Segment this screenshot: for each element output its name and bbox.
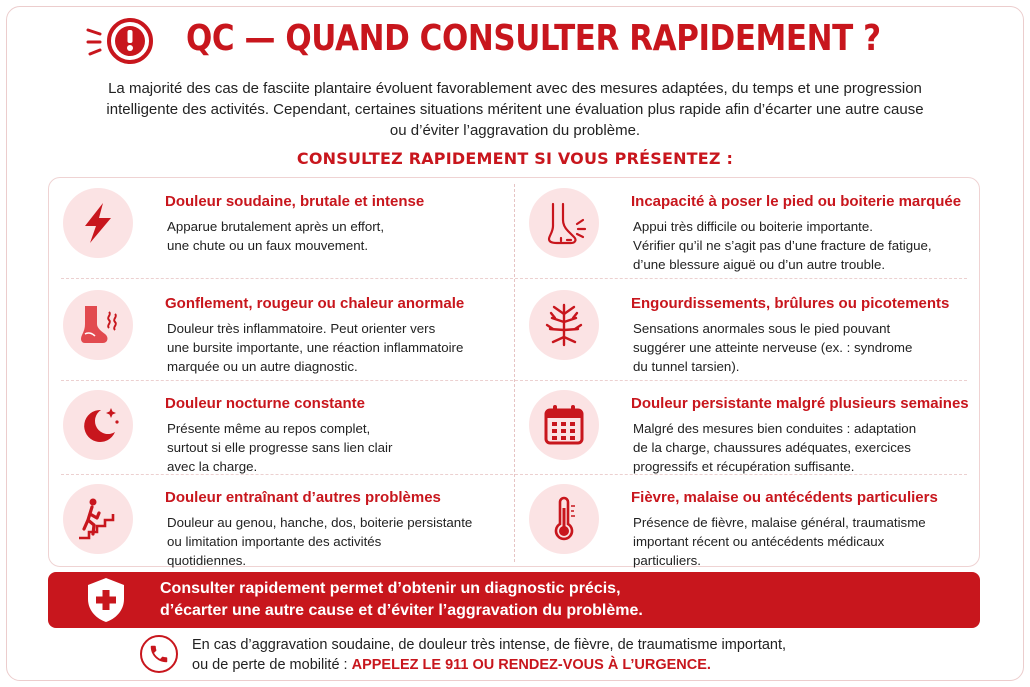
- description-line: d’une blessure aiguë ou d’un autre trouble.: [633, 257, 886, 272]
- description-line: Apparue brutalement après un effort,: [167, 219, 385, 234]
- emergency-note: [192, 635, 992, 675]
- intro-line: intelligente des activités. Cependant, certaines situations méritent une évaluation plus rapide afin d’écarter une autre cause: [106, 101, 924, 118]
- description-line: Sensations anormales sous le pied pouvant: [633, 321, 891, 336]
- criteria-heading: Douleur persistante malgré plusieurs semaines: [631, 395, 969, 412]
- description-line: une bursite importante, une réaction inflammatoire: [167, 340, 464, 355]
- row-divider: [61, 380, 967, 381]
- header: [0, 12, 1030, 68]
- page-title: QC — QUAND CONSULTER RAPIDEMENT ?: [186, 18, 881, 59]
- description-line: important récent ou antécédents médicaux: [633, 534, 885, 549]
- banner-text: [160, 578, 940, 622]
- criteria-heading: Douleur soudaine, brutale et intense: [165, 193, 425, 210]
- criteria-description: [633, 513, 973, 570]
- description-line: du tunnel tarsien).: [633, 359, 740, 374]
- emergency-instruction: APPELEZ LE 911 OU RENDEZ-VOUS À L’URGENCE.: [351, 657, 711, 673]
- section-subtitle: CONSULTEZ RAPIDEMENT SI VOUS PRÉSENTEZ :: [296, 149, 734, 168]
- info-banner: [48, 572, 980, 628]
- nerve-icon: [529, 290, 599, 360]
- intro-line: La majorité des cas de fasciite plantaire évoluent favorablement avec des mesures adaptées, du temps et une progression: [108, 80, 922, 97]
- description-line: Douleur très inflammatoire. Peut orienter vers: [167, 321, 436, 336]
- criteria-item: [49, 382, 505, 480]
- description-line: une chute ou un faux mouvement.: [167, 238, 369, 253]
- lightning-icon: [63, 188, 133, 258]
- criteria-description: [633, 217, 973, 274]
- criteria-description: [167, 419, 507, 476]
- thermometer-icon: [529, 484, 599, 554]
- criteria-heading: Fièvre, malaise ou antécédents particuliers: [631, 489, 938, 506]
- description-line: Présente même au repos complet,: [167, 421, 371, 436]
- criteria-description: [167, 319, 507, 376]
- description-line: particuliers.: [633, 553, 701, 568]
- phone-icon: [140, 635, 178, 673]
- description-line: marquée ou un autre diagnostic.: [167, 359, 358, 374]
- criteria-item: [49, 476, 505, 574]
- description-line: Appui très difficile ou boiterie importante.: [633, 219, 873, 234]
- criteria-heading: Douleur nocturne constante: [165, 395, 366, 412]
- criteria-item: [515, 476, 971, 574]
- description-line: suggérer une atteinte nerveuse (ex. : syndrome: [633, 340, 913, 355]
- intro-line: ou d’éviter l’aggravation du problème.: [389, 122, 641, 139]
- alert-icon: [86, 14, 166, 66]
- description-line: avec la charge.: [167, 459, 258, 474]
- shield-cross-icon: [84, 576, 128, 624]
- inflamed-foot-icon: [63, 290, 133, 360]
- foot-pain-icon: [529, 188, 599, 258]
- description-line: progressifs et récupération suffisante.: [633, 459, 855, 474]
- criteria-item: [49, 180, 505, 278]
- criteria-description: [167, 513, 507, 570]
- criteria-item: [515, 382, 971, 480]
- footer-line: En cas d’aggravation soudaine, de douleur très intense, de fièvre, de traumatisme important,: [192, 637, 787, 653]
- criteria-item: [49, 282, 505, 380]
- criteria-description: [633, 419, 973, 476]
- criteria-grid: [48, 177, 980, 567]
- description-line: de la charge, chaussures adéquates, exercices: [633, 440, 911, 455]
- criteria-heading: Douleur entraînant d’autres problèmes: [165, 489, 441, 506]
- description-line: quotidiennes.: [167, 553, 247, 568]
- description-line: Douleur au genou, hanche, dos, boiterie persistante: [167, 515, 473, 530]
- description-line: ou limitation importante des activités: [167, 534, 382, 549]
- criteria-item: [515, 282, 971, 380]
- banner-line: d’écarter une autre cause et d’éviter l’aggravation du problème.: [160, 602, 643, 619]
- description-line: Vérifier qu’il ne s’agit pas d’une fracture de fatigue,: [633, 238, 932, 253]
- row-divider: [61, 278, 967, 279]
- criteria-item: [515, 180, 971, 278]
- calendar-icon: [529, 390, 599, 460]
- criteria-description: [167, 217, 507, 255]
- criteria-heading: Gonflement, rougeur ou chaleur anormale: [165, 295, 465, 312]
- footer-prefix: ou de perte de mobilité :: [192, 657, 352, 673]
- description-line: surtout si elle progresse sans lien clair: [167, 440, 393, 455]
- criteria-description: [633, 319, 973, 376]
- moon-icon: [63, 390, 133, 460]
- stairs-walker-icon: [63, 484, 133, 554]
- criteria-heading: Engourdissements, brûlures ou picotements: [631, 295, 950, 312]
- banner-line: Consulter rapidement permet d’obtenir un diagnostic précis,: [160, 580, 621, 597]
- description-line: Malgré des mesures bien conduites : adaptation: [633, 421, 917, 436]
- criteria-heading: Incapacité à poser le pied ou boiterie marquée: [631, 193, 962, 210]
- description-line: Présence de fièvre, malaise général, traumatisme: [633, 515, 926, 530]
- footer-line: [192, 655, 992, 675]
- intro-text: [60, 78, 970, 141]
